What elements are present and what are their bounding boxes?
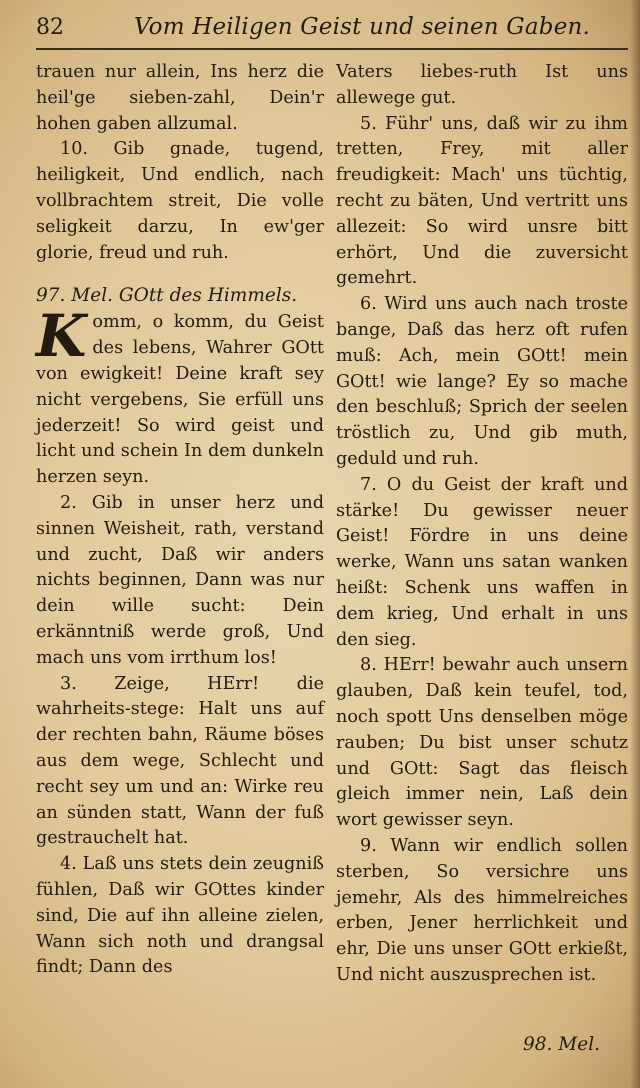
header-rule bbox=[36, 48, 628, 50]
verse-continuation-right: Vaters liebes-ruth Ist uns allewege gut. bbox=[336, 62, 628, 108]
drop-cap: K bbox=[36, 302, 87, 371]
hymn-97-title: 97. Mel. GOtt des Himmels. bbox=[36, 285, 298, 307]
verse-6: 6. Wird uns auch nach troste bange, Daß das herz oft rufen muß: Ach, mein GOtt! mein GOtt! wie lange? Ey so mache den beschluß; Sprich der seelen tröstlich zu, Und gib muth, geduld und ruh. bbox=[336, 294, 628, 469]
verse-10: 10. Gib gnade, tugend, heiligkeit, Und endlich, nach vollbrachtem streit, Die volle seligkeit darzu, In ew'ger glorie, freud und ruh. bbox=[36, 139, 324, 263]
page-edge-shadow bbox=[630, 0, 640, 1088]
verse-continuation: trauen nur allein, Ins herz die heil'ge sieben-zahl, Dein'r hohen gaben allzumal. bbox=[36, 62, 324, 134]
page-header bbox=[36, 10, 628, 44]
verse-9: 9. Wann wir endlich sollen sterben, So versichre uns jemehr, Als des himmelreiches erben, Jener herrlichkeit und ehr, Die uns unser GOtt erkießt, Und nicht auszusprechen ist. bbox=[336, 835, 628, 985]
verse-5: 5. Führ' uns, daß wir zu ihm tretten, Frey, mit aller freudigkeit: Mach' uns tüchtig, recht zu bäten, Und vertritt uns allezeit: So wird unsre bitt erhört, Und die zuversicht gemehrt. bbox=[336, 113, 628, 289]
verse-1-text: omm, o komm, du Geist des lebens, Wahrer GOtt von ewigkeit! Deine kraft sey nicht vergebens, Sie erfüll uns jederzeit! So wird geist und licht und schein In dem dunkeln herzen seyn. bbox=[36, 312, 324, 488]
verse-7: 7. O du Geist der kraft und stärke! Du gewisser neuer Geist! Fördre in uns deine werke, Wann uns satan wanken heißt: Schenk uns waffen in dem krieg, Und erhalt in uns den sieg. bbox=[336, 474, 628, 650]
running-head: Vom Heiligen Geist und seinen Gaben. bbox=[133, 14, 591, 40]
verse-2: 2. Gib in unser herz und sinnen Weisheit, rath, verstand und zucht, Daß wir anders nichts beginnen, Dann was nur dein wille sucht: Dein erkänntniß werde groß, Und mach uns vom irrthum los! bbox=[36, 492, 324, 668]
spacer bbox=[36, 266, 324, 282]
verse-8: 8. HErr! bewahr auch unsern glauben, Daß kein teufel, tod, noch spott Uns denselben möge rauben; Du bist unser schutz und GOtt: Sagt das fleisch gleich immer nein, Laß dein wort gewisser seyn. bbox=[336, 655, 628, 831]
hymn-97-verse-1 bbox=[36, 302, 324, 491]
catchword: 98. Mel. bbox=[523, 1034, 600, 1055]
page-number: 82 bbox=[36, 14, 64, 40]
verse-3: 3. Zeige, HErr! die wahrheits-stege: Halt uns auf der rechten bahn, Räume böses aus dem wege, Schlecht und recht sey um und an: Wirke reu an sünden statt, Wann der fuß gestrauchelt hat. bbox=[36, 673, 324, 849]
left-column bbox=[36, 60, 324, 981]
right-column bbox=[336, 60, 628, 989]
verse-4: 4. Laß uns stets dein zeugniß fühlen, Daß wir GOttes kinder sind, Die auf ihn alleine zielen, Wann sich noth und drangsal findt; Dann des bbox=[36, 854, 324, 978]
